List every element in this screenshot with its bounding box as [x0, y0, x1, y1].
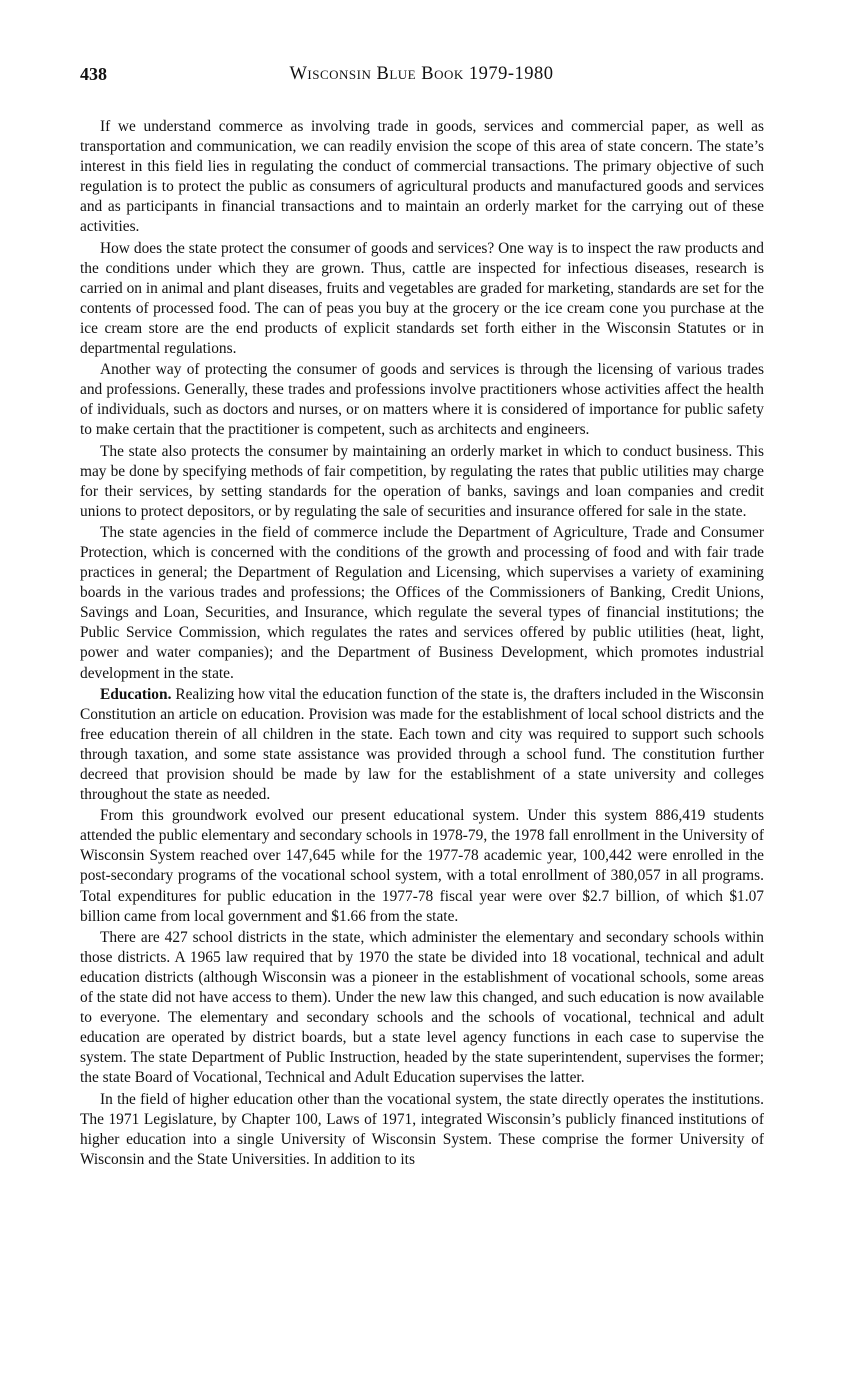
paragraph-education-statistics: From this groundwork evolved our present educational system. Under this system 886,419 students attended the public elementary and secondary schools in 1978-79, the 1978 fall enrollment in the University of Wisconsin System reached over 147,645 while for the 1977-78 academic year, 100,442 were enrolled in the post-secondary programs of the vocational school system, with a total enrollment of 380,057 in all programs. Total expenditures for public education in the 1977-78 fiscal year were over $2.7 billion, of which $1.07 billion came from local government and $1.66 from the state.: [80, 807, 764, 925]
education-heading: Education.: [100, 685, 172, 703]
page-header: [80, 64, 763, 92]
paragraph-licensing: Another way of protecting the consumer of goods and services is through the licensing of various trades and professions. Generally, these trades and professions involve practitioners whose activities affect the health of individuals, such as doctors and nurses, or on matters where it is considered of importance for public safety to make certain that the practitioner is competent, such as architects and engineers.: [80, 361, 764, 439]
paragraph-education-intro: Education. Realizing how vital the education function of the state is, the drafters included in the Wisconsin Constitution an article on education. Provision was made for the establishment of local school districts and the free education therein of all children in the state. Each town and city was required to support such schools through taxation, and some state assistance was provided through a school fund. The constitution further decreed that provision should be made by law for the establishment of a state university and colleges throughout the state as needed.: [80, 685, 764, 804]
paragraph-commerce-agencies: The state agencies in the field of commerce include the Department of Agriculture, Trade and Consumer Protection, which is concerned with the conditions of the growth and processing of food and with fair trade practices in general; the Department of Regulation and Licensing, which supervises a variety of examining boards in the various trades and professions; the Offices of the Commissioners of Banking, Credit Unions, Savings and Loan, Securities, and Insurance, which regulate the several types of financial institutions; the Public Service Commission, which regulates the rates and services offered by public utilities (heat, light, power and water companies); and the Department of Business Development, which promotes industrial development in the state.: [80, 523, 764, 682]
body-text: [80, 117, 764, 1171]
paragraph-orderly-market: The state also protects the consumer by maintaining an orderly market in which to conduct business. This may be done by specifying methods of fair competition, by regulating the rates that public utilities may charge for their services, by setting standards for the operation of banks, savings and loan companies and credit unions to protect depositors, or by regulating the sale of securities and insurance offered for sale in the state.: [80, 442, 764, 520]
running-head: Wisconsin Blue Book 1979-1980: [289, 64, 554, 84]
paragraph-commerce-scope: If we understand commerce as involving trade in goods, services and commercial paper, as well as transportation and communication, we can readily envision the scope of this area of state concern. The state’s interest in this field lies in regulating the conduct of commercial transactions. The primary objective of such regulation is to protect the public as consumers of agricultural products and manufactured goods and services and as participants in financial transactions and to maintain an orderly market for the carrying out of these activities.: [80, 118, 764, 236]
page-number: 438: [80, 64, 107, 84]
paragraph-school-districts: There are 427 school districts in the state, which administer the elementary and secondary schools within those districts. A 1965 law required that by 1970 the state be divided into 18 vocational, technical and adult education districts (although Wisconsin was a pioneer in the establishment of vocational schools, some areas of the state did not have access to them). Under the new law this changed, and such education is now available to everyone. The elementary and secondary schools and the schools of vocational, technical and adult education are operated by district boards, but a state level agency functions in each case to supervise the system. The state Department of Public Instruction, headed by the state superintendent, supervises the former; the state Board of Vocational, Technical and Adult Education supervises the latter.: [80, 928, 764, 1087]
paragraph-consumer-protection: How does the state protect the consumer of goods and services? One way is to inspect the raw products and the conditions under which they are grown. Thus, cattle are inspected for infectious diseases, research is carried on in animal and plant diseases, fruits and vegetables are graded for marketing, standards are set for the contents of processed food. The can of peas you buy at the grocery or the ice cream cone you purchase at the ice cream store are the end products of explicit standards set forth either in the Wisconsin Statutes or in departmental regulations.: [80, 239, 764, 358]
paragraph-higher-education: In the field of higher education other than the vocational system, the state directly operates the institutions. The 1971 Legislature, by Chapter 100, Laws of 1971, integrated Wisconsin’s publicly financed institutions of higher education into a single University of Wisconsin System. These comprise the former University of Wisconsin and the State Universities. In addition to its: [80, 1090, 764, 1168]
